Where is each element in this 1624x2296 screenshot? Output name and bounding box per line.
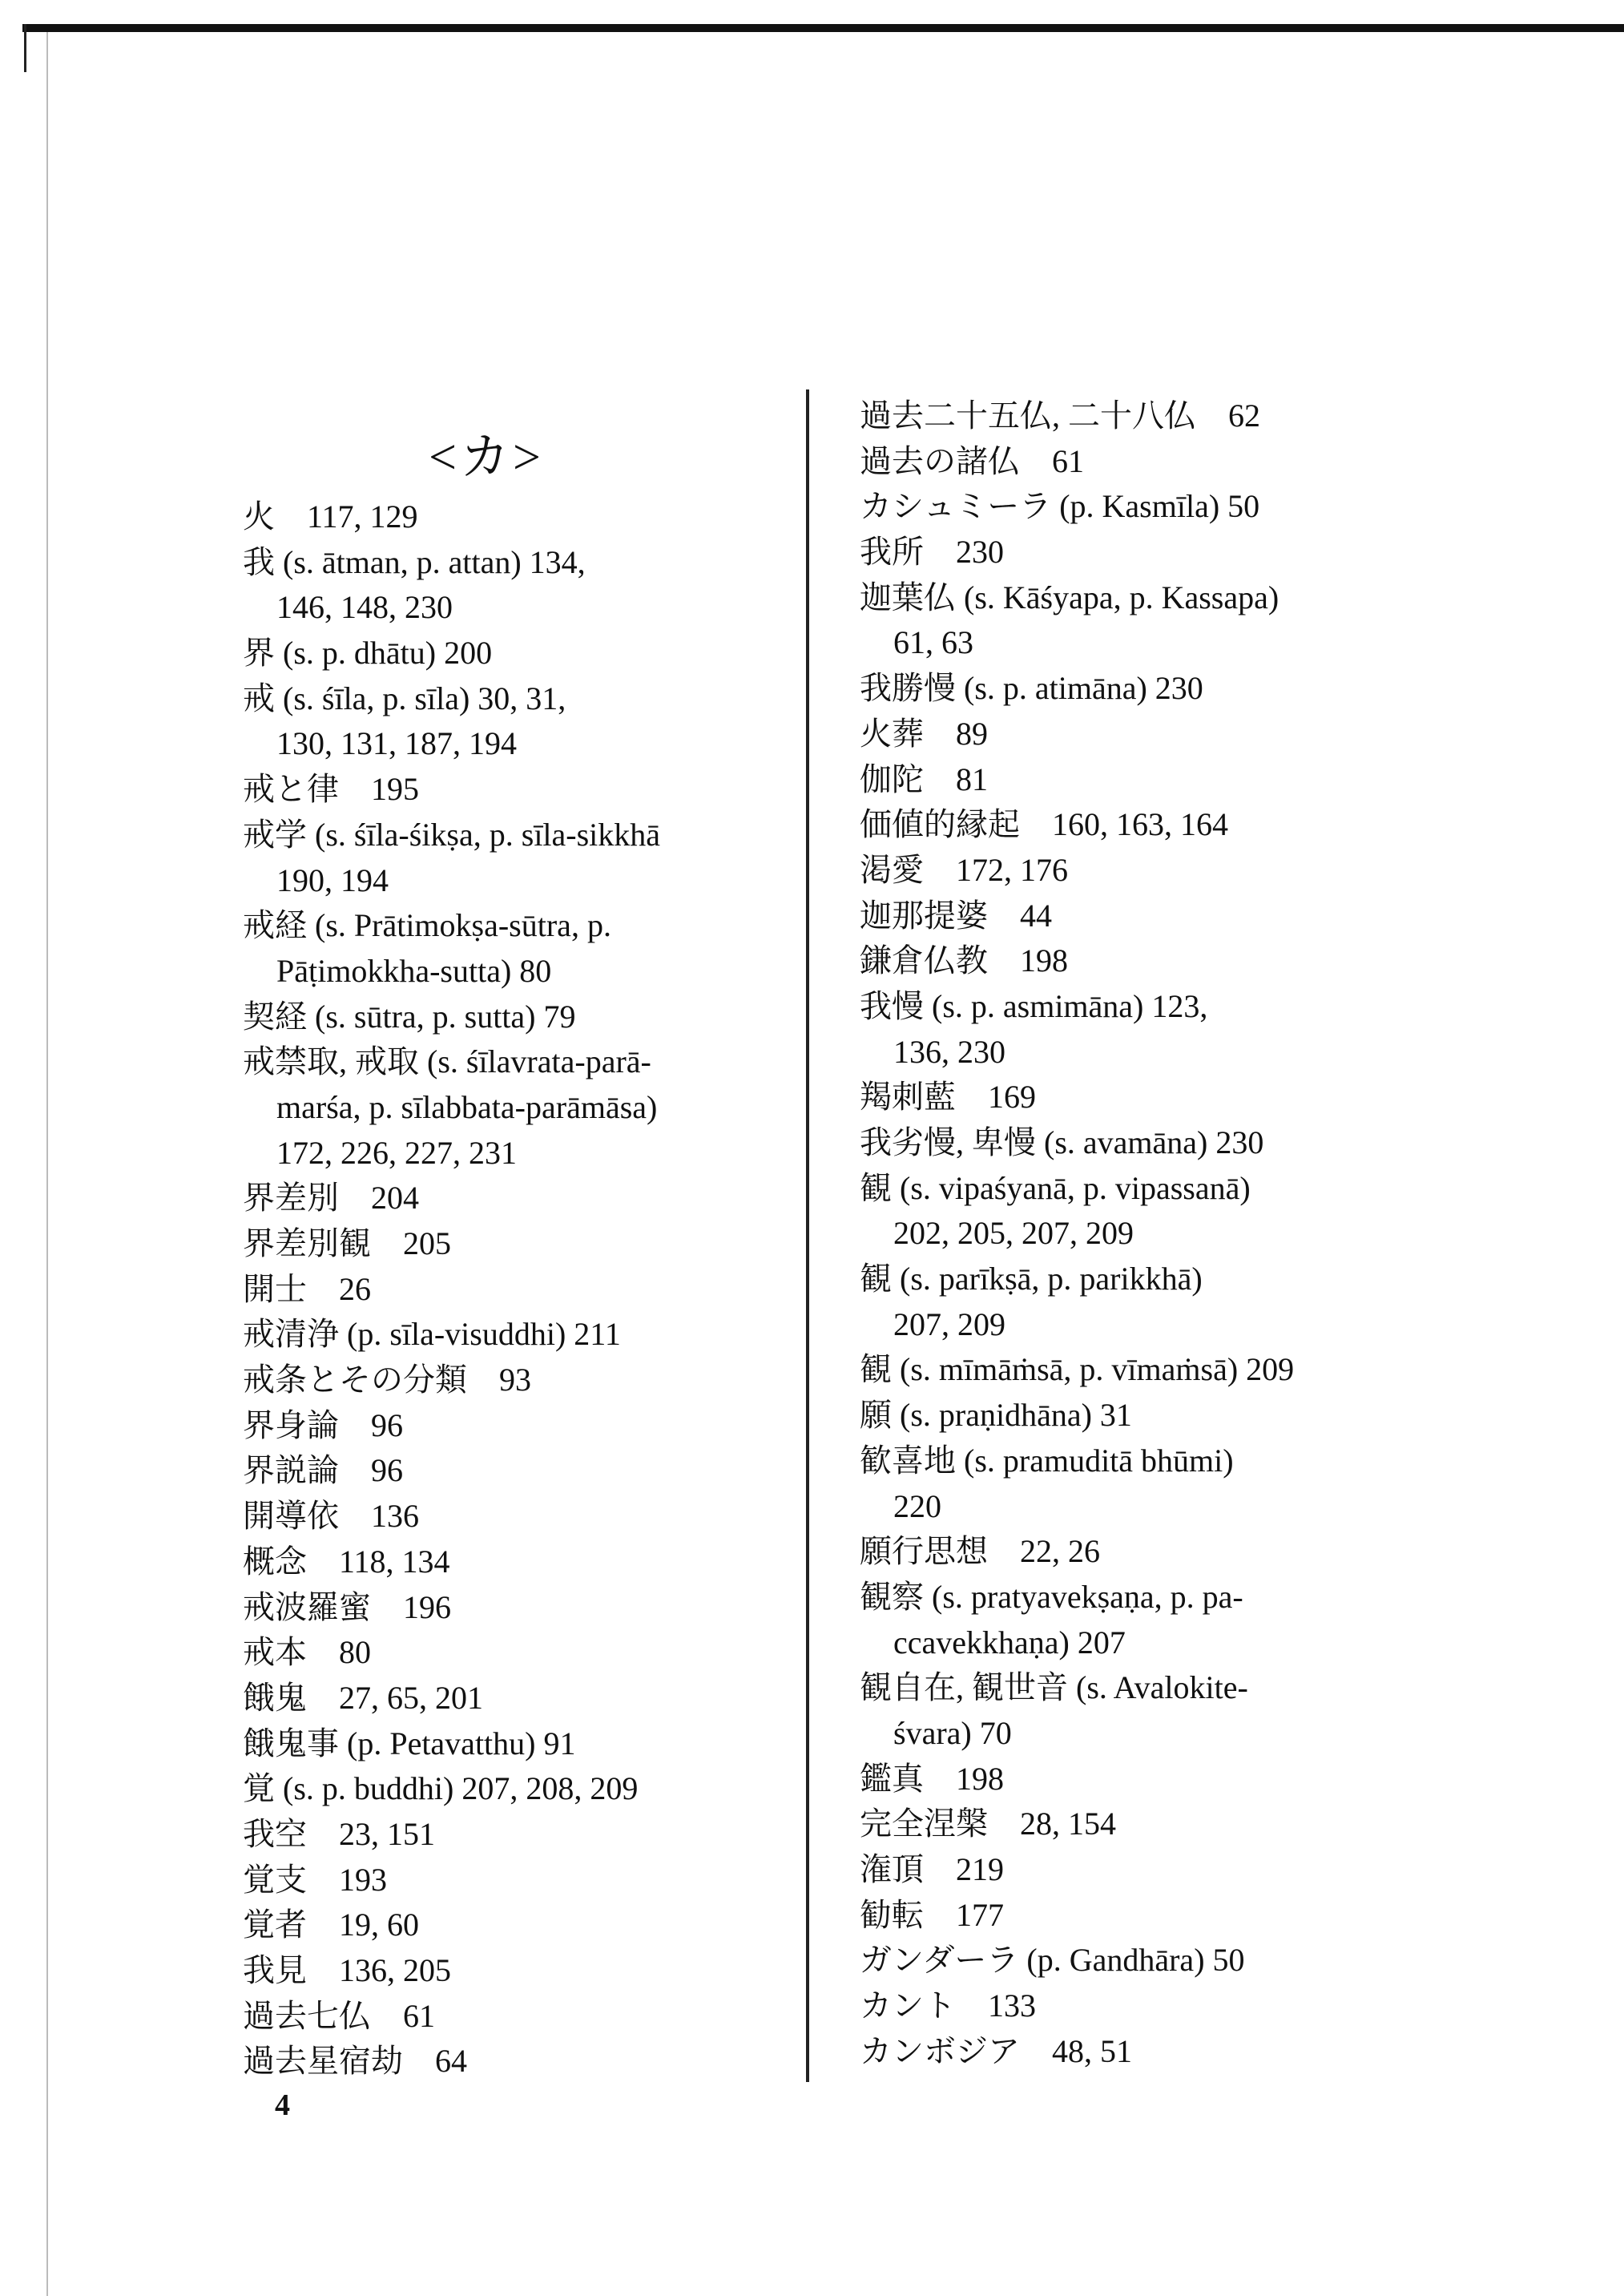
index-entry-line [860,666,1420,712]
index-entry-text: 戒波羅蜜 196 [243,1588,451,1625]
index-entry-text: 136, 230 [893,1033,1005,1070]
page-number: 4 [275,2088,290,2122]
index-entry [860,1257,1420,1347]
section-heading: <カ> [429,430,544,485]
index-entry-text: 概念 118, 134 [243,1543,450,1580]
index-entry-text: 歓喜地 (s. pramuditā bhūmi) [860,1442,1234,1479]
index-entry [243,1903,796,1948]
index-entry [243,494,796,540]
index-entry-text: 観 (s. vipaśyanā, p. vipassanā) [860,1169,1251,1206]
index-entry-text: 我所 230 [860,534,1004,571]
index-entry-line [860,1393,1420,1439]
index-entry-text: ccavekkhaṇa) 207 [893,1624,1126,1660]
index-entry-line [243,2039,796,2084]
index-entry-text: śvara) 70 [893,1714,1012,1751]
index-entry-text: 伽陀 81 [860,761,988,797]
index-entry-text: カント 133 [860,1987,1036,2024]
index-entry-text: 餓鬼 27, 65, 201 [243,1679,483,1716]
index-entry-text: 観 (s. mīmāṁsā, p. vīmaṁsā) 209 [860,1351,1295,1388]
index-entry-continuation [860,1211,1420,1257]
index-entry-line [243,1358,796,1403]
index-entry [243,676,796,767]
index-entry [860,439,1420,485]
index-entry-text: 61, 63 [893,624,973,661]
index-entry-line [860,439,1420,485]
index-entry [860,757,1420,803]
index-entry-text: 戒経 (s. Prātimokṣa-sūtra, p. [243,907,611,944]
index-entry-text: 界差別観 205 [243,1225,451,1261]
index-entry-text: 戒禁取, 戒取 (s. śīlavrata-parā- [243,1043,651,1080]
index-entry-text: 価値的縁起 160, 163, 164 [860,806,1228,843]
index-entry [243,813,796,903]
index-entry-line [243,995,796,1040]
index-entry [860,1120,1420,1166]
index-entry [860,1439,1420,1529]
index-entry [860,712,1420,757]
index-entry [860,1665,1420,1756]
index-entry [860,1983,1420,2029]
index-entry [243,1221,796,1267]
index-entry-text: 我 (s. ātman, p. attan) 134, [243,543,586,580]
index-entry [860,1893,1420,1939]
index-entry-text: 220 [893,1487,941,1524]
scan-edge-mark [24,24,26,72]
index-entry [860,1847,1420,1893]
index-entry-text: 覚 (s. p. buddhi) 207, 208, 209 [243,1770,639,1807]
index-entry-text: ガンダーラ (p. Gandhāra) 50 [860,1942,1245,1979]
index-entry-line [243,1539,796,1585]
index-entry-text: 過去二十五仏, 二十八仏 62 [860,397,1260,434]
index-entry-line [860,1347,1420,1393]
index-entry-line [243,1221,796,1267]
index-entry [860,575,1420,666]
index-entry [243,1812,796,1858]
index-column-right [860,393,1420,2074]
index-entry [243,1630,796,1676]
index-entry [860,1075,1420,1120]
index-entry [860,938,1420,984]
index-entry [243,1494,796,1539]
index-entry-line [243,494,796,540]
index-entry-line [860,393,1420,439]
index-entry [243,903,796,994]
index-entry [243,1994,796,2040]
index-entry-continuation [243,721,796,767]
index-entry-text: 観自在, 観世音 (s. Avalokite- [860,1669,1248,1706]
index-entry-line [243,1039,796,1085]
index-entry [860,484,1420,530]
index-entry-continuation [860,1302,1420,1348]
index-entry-text: 界説論 96 [243,1452,403,1489]
column-divider [806,389,809,2082]
index-entry-text: 戒本 80 [243,1634,371,1671]
scan-top-border [22,24,1624,32]
index-entry [860,1166,1420,1257]
index-entry-line [860,1847,1420,1893]
index-entry [860,1757,1420,1802]
index-entry-text: 潅頂 219 [860,1851,1004,1887]
index-entry-text: 戒清浄 (p. sīla-visuddhi) 211 [243,1316,621,1353]
index-entry-text: カンボジア 48, 51 [860,2032,1132,2069]
index-entry-line [243,631,796,676]
index-entry-text: 鎌倉仏教 198 [860,942,1068,979]
index-entry-continuation [243,1085,796,1131]
index-entry-continuation [243,858,796,904]
index-entry-text: 勧転 177 [860,1896,1004,1933]
index-entry-line [860,2029,1420,2075]
index-entry-text: 戒学 (s. śīla-śikṣa, p. sīla-sikkhā [243,816,661,853]
index-entry-line [243,676,796,722]
index-entry-text: 覚支 193 [243,1861,387,1898]
index-entry-text: 羯刺藍 169 [860,1079,1036,1116]
index-entry-line [243,1676,796,1721]
index-entry [243,1539,796,1585]
index-entry-line [860,575,1420,621]
index-entry-text: 覚者 19, 60 [243,1907,419,1943]
index-entry-line [243,1948,796,1994]
index-entry-text: 願行思想 22, 26 [860,1533,1100,1570]
index-entry-text: 戒と律 195 [243,771,419,808]
index-entry-text: 146, 148, 230 [276,589,453,626]
index-entry [243,1676,796,1721]
index-entry [243,1267,796,1313]
scan-left-edge [46,32,48,2296]
index-entry-continuation [860,620,1420,666]
index-entry [243,1403,796,1449]
index-entry-line [243,1630,796,1676]
index-entry-text: 観 (s. parīkṣā, p. parikkhā) [860,1261,1203,1297]
index-entry-line [243,1994,796,2040]
index-entry [860,530,1420,575]
index-entry-line [243,1267,796,1313]
index-entry-text: 190, 194 [276,862,389,898]
index-entry-line [860,984,1420,1030]
index-entry-text: 過去の諸仏 61 [860,442,1084,479]
index-entry-text: 餓鬼事 (p. Petavatthu) 91 [243,1725,576,1761]
index-entry-line [860,1575,1420,1620]
index-entry-text: 界差別 204 [243,1180,419,1217]
index-entry [860,1802,1420,1847]
index-entry-line [860,757,1420,803]
index-entry-text: 202, 205, 207, 209 [893,1215,1134,1252]
index-entry-continuation [860,1711,1420,1757]
index-entry-text: 我劣慢, 卑慢 (s. avamāna) 230 [860,1124,1264,1160]
index-entry-text: 130, 131, 187, 194 [276,725,517,762]
index-column-left [243,494,796,2084]
index-entry [860,1347,1420,1393]
index-entry-line [860,1075,1420,1120]
index-entry-text: 観察 (s. pratyavekṣaṇa, p. pa- [860,1578,1243,1615]
index-entry [243,995,796,1040]
index-entry-text: カシュミーラ (p. Kasmīla) 50 [860,488,1260,525]
index-entry-line [243,540,796,586]
index-entry [860,848,1420,894]
index-entry-line [860,894,1420,939]
index-entry-line [860,802,1420,848]
index-entry [243,1176,796,1221]
index-entry-line [243,1858,796,1903]
index-entry-line [860,1257,1420,1302]
index-entry [243,1039,796,1176]
index-entry-line [243,1721,796,1767]
index-entry-text: 過去七仏 61 [243,1997,435,2034]
index-entry-text: 207, 209 [893,1305,1005,1342]
index-entry-line [860,1439,1420,1484]
index-entry [860,2029,1420,2075]
index-entry-text: 我空 23, 151 [243,1815,435,1852]
index-entry-continuation [243,1131,796,1176]
index-entry-line [243,1403,796,1449]
index-entry-line [860,1120,1420,1166]
index-entry-line [243,903,796,949]
index-entry-line [243,1448,796,1494]
index-entry-text: 開士 26 [243,1270,371,1307]
index-entry [860,802,1420,848]
index-entry-line [243,1903,796,1948]
index-entry [860,393,1420,439]
index-entry-line [243,1766,796,1812]
index-entry-line [243,1812,796,1858]
index-entry-text: 火 117, 129 [243,498,418,535]
index-entry-continuation [860,1620,1420,1666]
index-entry-text: 過去星宿劫 64 [243,2043,467,2080]
index-entry [243,1948,796,1994]
index-entry-line [860,1802,1420,1847]
index-entry-text: 172, 226, 227, 231 [276,1134,517,1171]
index-entry-text: 界身論 96 [243,1406,403,1443]
index-entry-text: 願 (s. praṇidhāna) 31 [860,1397,1132,1434]
index-entry [243,1585,796,1631]
index-entry-continuation [860,1030,1420,1075]
index-entry [243,767,796,813]
index-entry-line [243,1312,796,1358]
index-entry-text: 我見 136, 205 [243,1952,451,1988]
index-entry-line [860,1938,1420,1983]
index-entry-text: 我勝慢 (s. p. atimāna) 230 [860,670,1203,707]
index-entry-line [860,1893,1420,1939]
index-entry-text: marśa, p. sīlabbata-parāmāsa) [276,1088,658,1125]
index-entry-text: 開導依 136 [243,1498,419,1535]
index-entry-line [243,1585,796,1631]
index-entry-line [243,813,796,858]
index-entry-line [243,1494,796,1539]
index-entry-text: 戒条とその分類 93 [243,1362,531,1398]
index-entry-text: Pāṭimokkha-sutta) 80 [276,952,552,989]
index-entry [860,1938,1420,1983]
index-entry-text: 戒 (s. śīla, p. sīla) 30, 31, [243,680,566,716]
index-entry-text: 界 (s. p. dhātu) 200 [243,635,493,672]
index-entry-text: 鑑真 198 [860,1760,1004,1797]
index-entry-line [860,1665,1420,1711]
index-entry-text: 火葬 89 [860,715,988,752]
index-entry-line [860,848,1420,894]
index-entry [860,1393,1420,1439]
index-entry [860,1529,1420,1575]
index-entry-line [243,1176,796,1221]
index-entry [243,540,796,631]
index-entry [860,1575,1420,1665]
index-entry-continuation [243,585,796,631]
index-entry-text: 契経 (s. sūtra, p. sutta) 79 [243,998,576,1035]
index-entry-text: 完全涅槃 28, 154 [860,1806,1116,1842]
index-entry-line [860,484,1420,530]
index-entry-continuation [860,1484,1420,1530]
index-entry [243,2039,796,2084]
index-entry-line [860,1983,1420,2029]
index-entry-line [243,767,796,813]
index-entry [860,984,1420,1075]
index-entry-line [860,1757,1420,1802]
index-entry [243,1721,796,1767]
index-entry-continuation [243,949,796,995]
index-entry [243,1766,796,1812]
index-entry-text: 迦葉仏 (s. Kāśyapa, p. Kassapa) [860,579,1279,615]
index-entry-text: 我慢 (s. p. asmimāna) 123, [860,987,1208,1024]
index-entry [243,1448,796,1494]
index-entry [243,1358,796,1403]
index-entry [860,894,1420,939]
index-entry-text: 迦那提婆 44 [860,897,1052,934]
index-entry-line [860,712,1420,757]
index-entry-text: 渇愛 172, 176 [860,851,1068,888]
index-entry [860,666,1420,712]
index-entry-line [860,1529,1420,1575]
index-entry [243,631,796,676]
index-entry-line [860,938,1420,984]
index-entry [243,1312,796,1358]
index-entry [243,1858,796,1903]
index-entry-line [860,1166,1420,1212]
index-entry-line [860,530,1420,575]
